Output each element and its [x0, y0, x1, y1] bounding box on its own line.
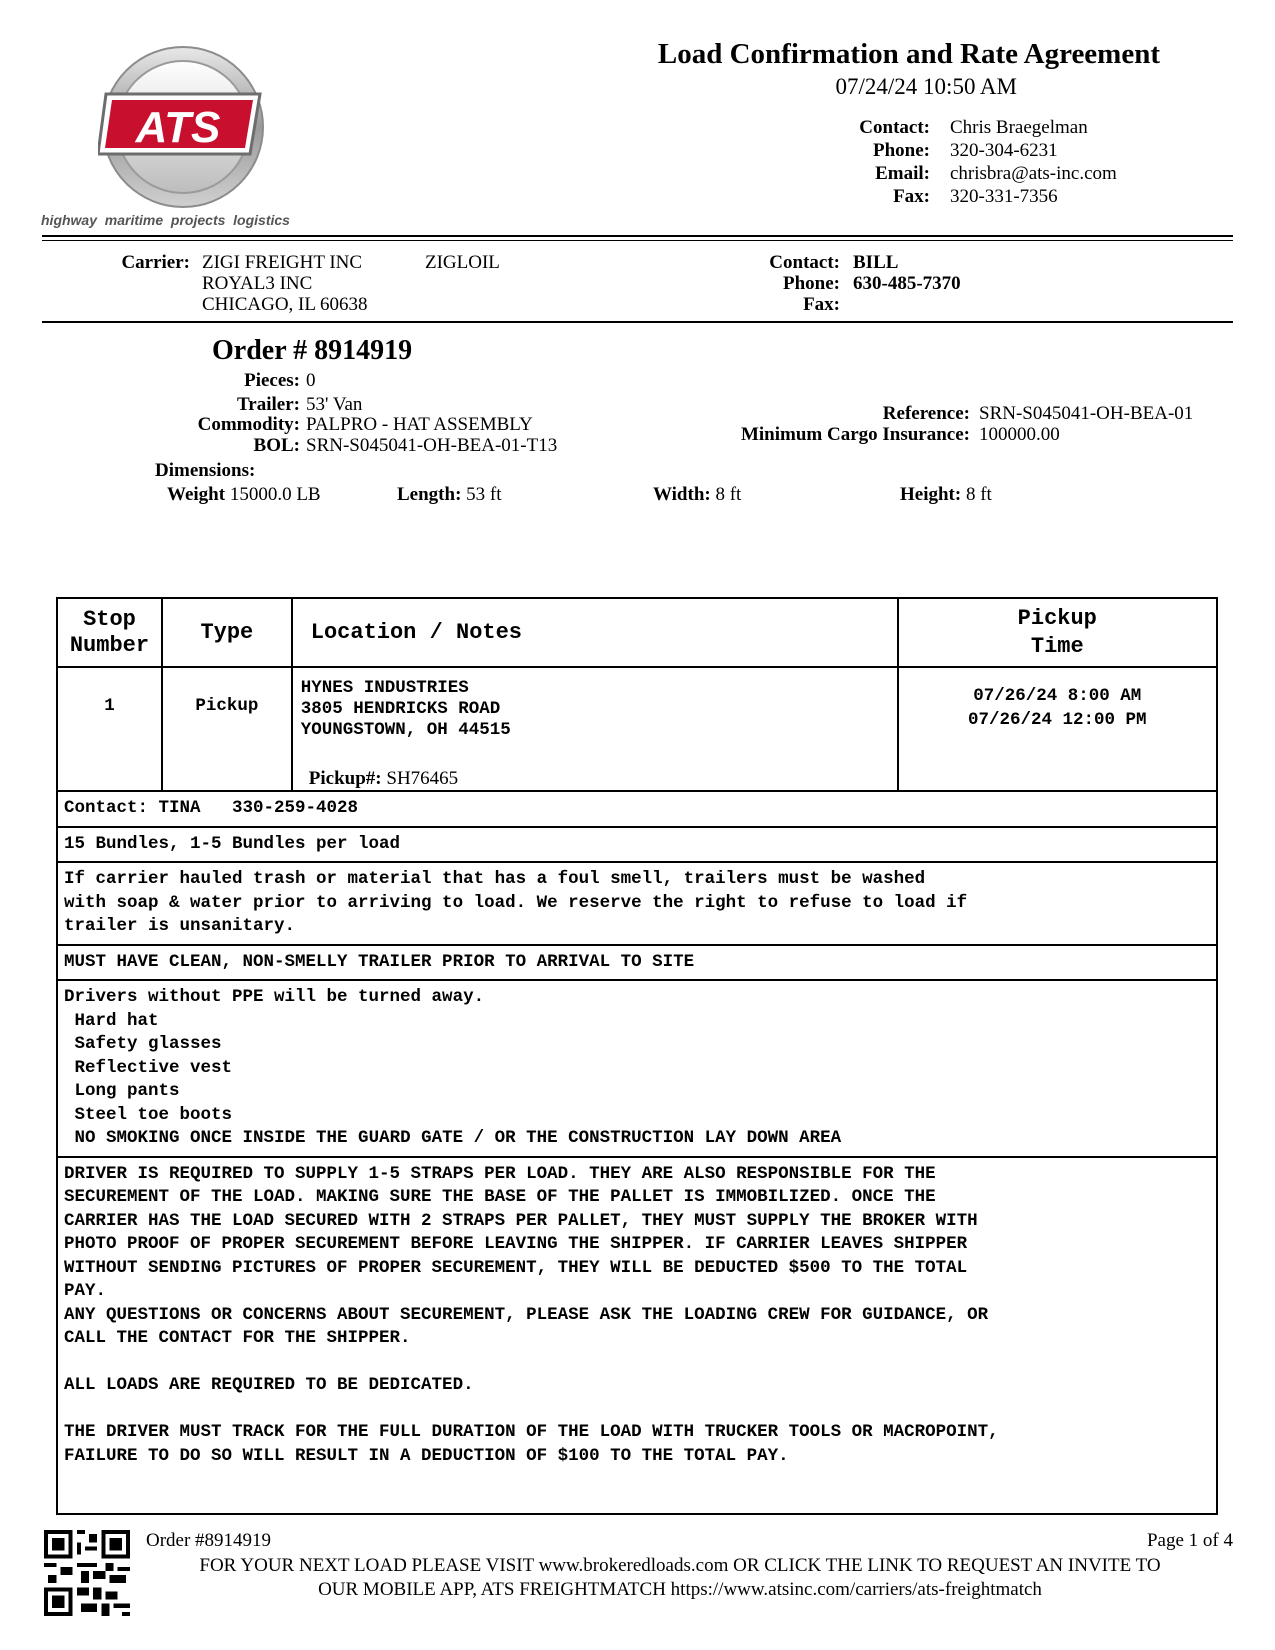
pickup-number: SH76465: [386, 768, 459, 789]
table-row: [57, 980, 1217, 1157]
reference-label: Reference:: [882, 403, 970, 424]
pickup-number-label: Pickup#:: [308, 768, 382, 789]
width-row: [653, 484, 741, 506]
logo-tagline: highway maritime projects logistics: [41, 212, 290, 228]
stops-table: [56, 597, 1218, 1515]
pickup-time-start: 07/26/24 8:00 AM: [973, 686, 1142, 706]
reference-value: SRN-S045041-OH-BEA-01: [979, 403, 1194, 424]
insurance-value: 100000.00: [979, 424, 1060, 445]
pickup-time-end: 07/26/24 12:00 PM: [968, 710, 1147, 730]
commodity-label: Commodity:: [197, 414, 300, 435]
length-label: Length:: [397, 484, 462, 505]
footer-order: Order #8914919: [146, 1530, 272, 1551]
header-divider: [42, 235, 1233, 237]
carrier-fax-label: Fax:: [803, 294, 840, 315]
carrier-divider: [42, 321, 1233, 323]
header-phone: 320-304-6231: [950, 140, 1058, 161]
header-phone-label: Phone:: [873, 140, 930, 161]
height-label: Height:: [900, 484, 962, 505]
commodity-value: PALPRO - HAT ASSEMBLY: [306, 414, 533, 435]
bol-label: BOL:: [253, 435, 300, 456]
carrier-phone-label: Phone:: [783, 273, 840, 294]
header-time-line2: Time: [1030, 633, 1084, 659]
note-trailer-washing: If carrier hauled trash or material that has a foul smell, trailers must be washed with soap & water prior to arriving to load. We reserve the right to refuse to load if trailer is unsanitary.: [57, 862, 1217, 945]
table-row: [57, 791, 1217, 827]
qr-code-icon: [44, 1530, 130, 1616]
document-datetime: 07/24/24 10:50 AM: [835, 74, 1017, 99]
carrier-contact-label: Contact:: [769, 252, 840, 273]
stop-location: [292, 667, 898, 791]
header-pickup-time: [898, 598, 1217, 667]
footer-line2: OUR MOBILE APP, ATS FREIGHTMATCH https://www.atsinc.com/carriers/ats-freightmatch: [318, 1579, 1042, 1600]
dimensions-label: Dimensions:: [155, 460, 256, 481]
location-line2: 3805 HENDRICKS ROAD: [300, 699, 501, 719]
carrier-phone: 630-485-7370: [853, 273, 961, 294]
weight-value: 15000.0 LB: [229, 484, 321, 505]
width-label: Width:: [653, 484, 711, 505]
trailer-label: Trailer:: [237, 394, 300, 415]
width-value: 8 ft: [715, 484, 742, 505]
note-ppe: Drivers without PPE will be turned away. Hard hat Safety glasses Reflective vest Long pants Steel toe boots NO SMOKING ONCE INSIDE THE GUARD GATE / OR THE CONSTRUCTION LAY DOWN AREA: [57, 980, 1217, 1157]
header-divider-thin: [42, 240, 1233, 241]
header-email: chrisbra@ats-inc.com: [950, 163, 1117, 184]
footer-page: Page 1 of 4: [1146, 1530, 1233, 1551]
weight-row: [167, 484, 321, 506]
ats-logo: [98, 42, 268, 212]
length-value: 53 ft: [466, 484, 502, 505]
header-contact-label: Contact:: [859, 117, 930, 138]
pieces-label: Pieces:: [244, 370, 300, 391]
note-securement: DRIVER IS REQUIRED TO SUPPLY 1-5 STRAPS PER LOAD. THEY ARE ALSO RESPONSIBLE FOR THE SECUREMENT OF THE LOAD. MAKING SURE THE BASE OF THE PALLET IS IMMOBILIZED. ONCE THE CARRIER HAS THE LOAD SECURED WITH 2 STRAPS PER PALLET, THEY MUST SUPPLY THE BROKER WITH PHOTO PROOF OF PROPER SECUREMENT BEFORE LEAVING THE SHIPPER. IF CARRIER LEAVES SHIPPER WITHOUT SENDING PICTURES OF PROPER SECUREMENT, THEY WILL BE DEDUCTED $500 TO THE TOTAL PAY. ANY QUESTIONS OR CONCERNS ABOUT SECUREMENT, PLEASE ASK THE LOADING CREW FOR GUIDANCE, OR CALL THE CONTACT FOR THE SHIPPER. ALL LOADS ARE REQUIRED TO BE DEDICATED. THE DRIVER MUST TRACK FOR THE FULL DURATION OF THE LOAD WITH TRUCKER TOOLS OR MACROPOINT, FAILURE TO DO SO WILL RESULT IN A DEDUCTION OF $100 TO THE TOTAL PAY.: [57, 1157, 1217, 1514]
header-contact: Chris Braegelman: [950, 117, 1088, 138]
carrier-name: ZIGI FREIGHT INC: [202, 252, 363, 273]
carrier-code: ZIGLOIL: [425, 252, 500, 273]
table-row: [57, 1157, 1217, 1514]
height-value: 8 ft: [965, 484, 992, 505]
table-row: [57, 667, 1217, 791]
header-stop-line1: Stop: [83, 606, 136, 632]
header-type: Type: [162, 598, 292, 667]
location-line1: HYNES INDUSTRIES: [300, 678, 469, 698]
carrier-line3: CHICAGO, IL 60638: [202, 294, 368, 315]
header-stop-number: [57, 598, 162, 667]
pickup-number-row: [309, 768, 458, 790]
length-row: [397, 484, 502, 506]
footer-line1: FOR YOUR NEXT LOAD PLEASE VISIT www.brokeredloads.com OR CLICK THE LINK TO REQUEST AN INVITE TO: [199, 1555, 1161, 1576]
document-title: Load Confirmation and Rate Agreement: [657, 38, 1160, 70]
carrier-line2: ROYAL3 INC: [202, 273, 313, 294]
weight-label: Weight: [167, 484, 226, 505]
note-contact: Contact: TINA 330-259-4028: [57, 791, 1217, 827]
stop-type: Pickup: [162, 667, 292, 791]
header-stop-line2: Number: [69, 632, 150, 658]
table-row: [57, 827, 1217, 863]
order-title: Order # 8914919: [212, 335, 413, 366]
header-location: Location / Notes: [292, 598, 898, 667]
carrier-contact: BILL: [853, 252, 899, 273]
note-bundles: 15 Bundles, 1-5 Bundles per load: [57, 827, 1217, 863]
header-fax: 320-331-7356: [950, 186, 1058, 207]
header-email-label: Email:: [875, 163, 930, 184]
stop-number: 1: [57, 667, 162, 791]
table-header-row: [57, 598, 1217, 667]
trailer-value: 53' Van: [306, 394, 363, 415]
header-time-line1: Pickup: [1017, 605, 1097, 631]
logo-brand: ATS: [135, 103, 221, 152]
header-fax-label: Fax:: [893, 186, 930, 207]
table-row: [57, 862, 1217, 945]
pieces-value: 0: [306, 370, 316, 391]
bol-value: SRN-S045041-OH-BEA-01-T13: [306, 435, 558, 456]
note-clean-trailer: MUST HAVE CLEAN, NON-SMELLY TRAILER PRIOR TO ARRIVAL TO SITE: [57, 945, 1217, 981]
location-line3: YOUNGSTOWN, OH 44515: [300, 720, 511, 740]
carrier-label: Carrier:: [121, 252, 190, 273]
table-row: [57, 945, 1217, 981]
height-row: [900, 484, 992, 506]
stop-pickup-time: [898, 667, 1217, 791]
insurance-label: Minimum Cargo Insurance:: [740, 424, 970, 445]
